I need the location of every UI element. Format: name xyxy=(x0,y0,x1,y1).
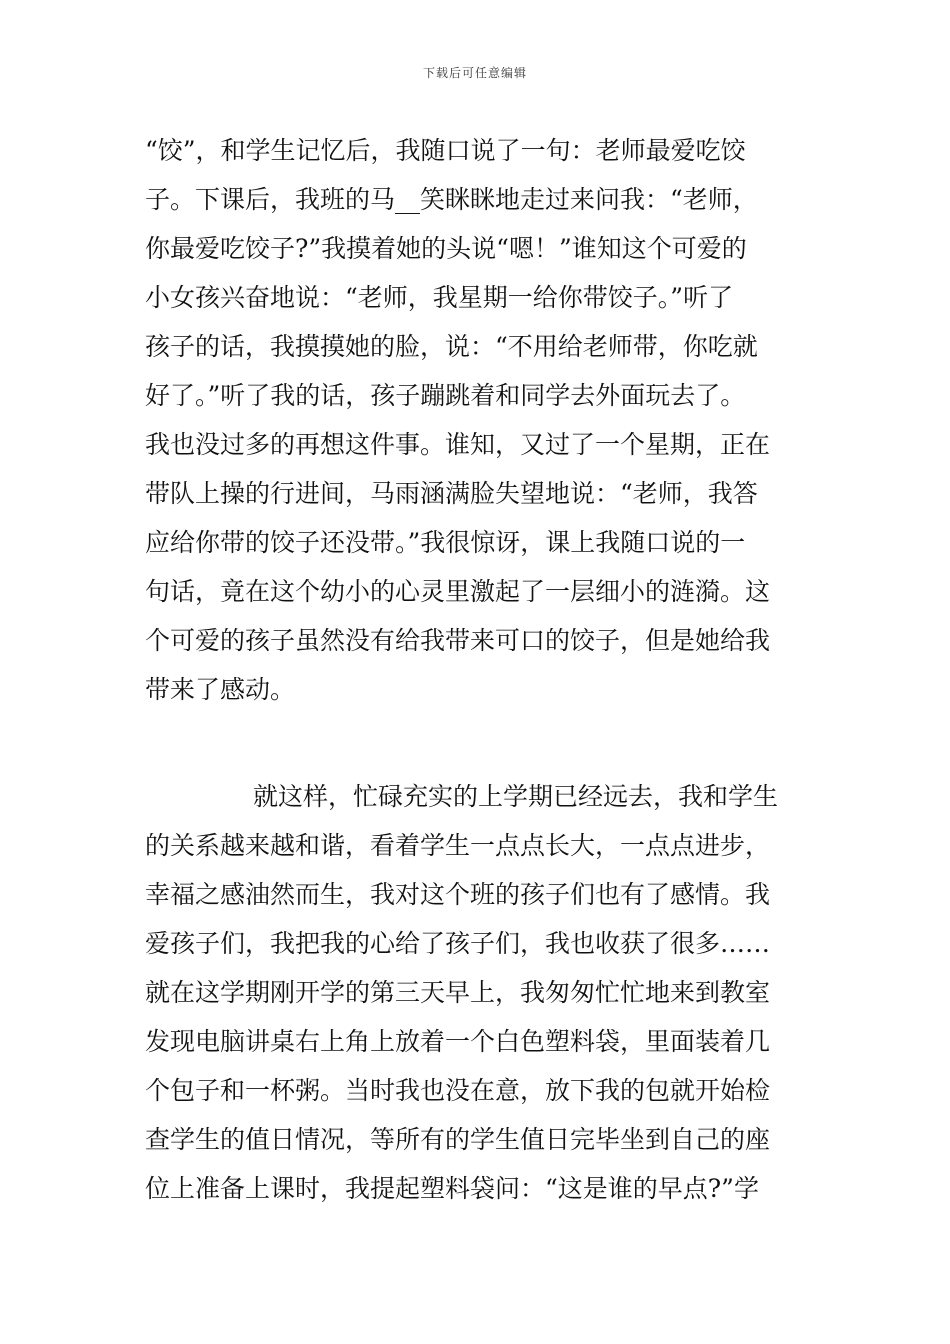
text-line: 爱孩子们，我把我的心给了孩子们，我也收获了很多…… xyxy=(145,929,771,958)
text-line: 子。下课后，我班的马__笑眯眯地走过来问我：“老师， xyxy=(145,185,758,214)
text-line: 带来了感动。 xyxy=(145,675,296,704)
text-line: 个可爱的孩子虽然没有给我带来可口的饺子，但是她给我 xyxy=(145,626,771,655)
page-header: 下载后可任意编辑 xyxy=(422,66,527,80)
text-line: 查学生的值日情况，等所有的学生值日完毕坐到自己的座 xyxy=(145,1125,771,1154)
text-line: 孩子的话，我摸摸她的脸，说：“不用给老师带，你吃就 xyxy=(145,332,758,361)
paragraph-1 xyxy=(145,126,810,714)
text-line: 我也没过多的再想这件事。谁知，又过了一个星期，正在 xyxy=(145,430,771,459)
text-line: 好了。”听了我的话，孩子蹦跳着和同学去外面玩去了。 xyxy=(145,381,746,410)
text-line: “饺”，和学生记忆后，我随口说了一句：老师最爱吃饺 xyxy=(145,136,746,165)
text-line: 应给你带的饺子还没带。”我很惊讶，课上我随口说的一 xyxy=(145,528,746,557)
paragraph-2 xyxy=(145,772,810,1213)
text-line: 就在这学期刚开学的第三天早上，我匆匆忙忙地来到教室 xyxy=(145,978,771,1007)
text-line: 发现电脑讲桌右上角上放着一个白色塑料袋，里面装着几 xyxy=(145,1027,771,1056)
text-line: 就这样，忙碌充实的上学期已经远去，我和学生 xyxy=(253,782,779,811)
text-line: 带队上操的行进间，马雨涵满脸失望地说：“老师，我答 xyxy=(145,479,758,508)
text-line: 位上准备上课时，我提起塑料袋问：“这是谁的早点?”学 xyxy=(145,1174,759,1203)
text-line: 幸福之感油然而生，我对这个班的孩子们也有了感情。我 xyxy=(145,880,771,909)
text-line: 你最爱吃饺子?”我摸着她的头说“嗯！”谁知这个可爱的 xyxy=(145,234,747,263)
text-line: 个包子和一杯粥。当时我也没在意，放下我的包就开始检 xyxy=(145,1076,771,1105)
text-line: 小女孩兴奋地说：“老师，我星期一给你带饺子。”听了 xyxy=(145,283,734,312)
text-line: 的关系越来越和谐，看着学生一点点长大，一点点进步， xyxy=(145,831,771,860)
text-line: 句话，竟在这个幼小的心灵里激起了一层细小的涟漪。这 xyxy=(145,577,771,606)
